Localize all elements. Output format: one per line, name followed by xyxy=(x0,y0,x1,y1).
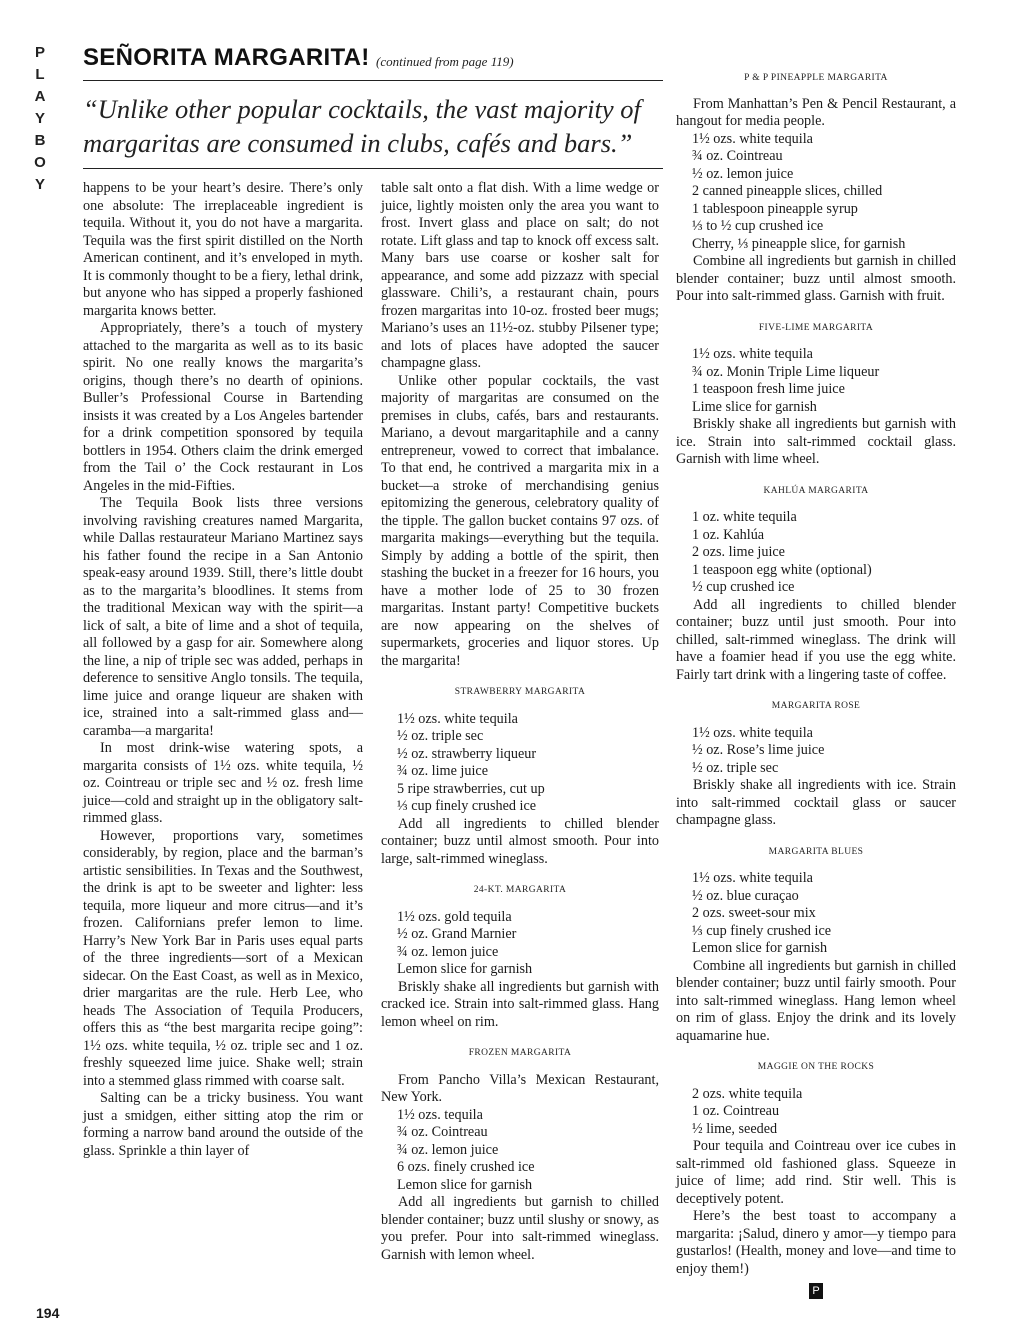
column-1 xyxy=(83,180,363,1160)
ingredient: 2 ozs. sweet-sour mix xyxy=(692,905,816,921)
recipe-title: MAGGIE ON THE ROCKS xyxy=(757,1062,875,1072)
ingredient: 1½ ozs. white tequila xyxy=(692,870,813,886)
ingredient: Lemon slice for garnish xyxy=(397,961,533,977)
ingredient: Lime slice for garnish xyxy=(692,398,817,415)
recipe-method: Add all ingredients but garnish to chilled blender container; buzz until slushy or snowy, as you prefer. Pour into salt-rimmed wineglass. Garnish with lemon wheel. xyxy=(381,1194,659,1263)
paragraph: In most drink-wise watering spots, a margarita consists of 1½ ozs. white tequila, ½ oz. Cointreau or triple sec and ½ oz. fresh lime juice—cold and straight up in the obligatory salt-rimmed glass. xyxy=(83,740,363,826)
spine-letter: Y xyxy=(34,176,45,193)
column-3 xyxy=(676,70,956,1300)
ingredient: ¾ oz. Cointreau xyxy=(692,148,783,164)
ingredient: ¾ oz. lime juice xyxy=(397,763,489,779)
recipe-title: FROZEN MARGARITA xyxy=(468,1048,572,1058)
closing-toast: Here’s the best toast to accompany a margarita: ¡Salud, dinero y amor—y tiempo para gustarlos! (Health, money and love—and time to enjoy them!) xyxy=(676,1208,956,1277)
column-2 xyxy=(381,180,659,1264)
ingredient: 2 canned pineapple slices, chilled xyxy=(692,183,883,199)
pull-quote-rule xyxy=(83,168,663,169)
spine-magazine-name xyxy=(30,42,50,196)
ingredient: 1 oz. Kahlúa xyxy=(692,526,765,543)
ingredient: 1½ ozs. white tequila xyxy=(692,346,813,362)
ingredient-list xyxy=(676,870,956,958)
ingredient: 5 ripe strawberries, cut up xyxy=(397,780,545,797)
recipe-method: Add all ingredients to chilled blender container; buzz until just smooth. Pour into chilled, salt-rimmed wineglass. The drink will have a foamier head if you use the egg white. Fairly tart drink with a lingering taste of coffee. xyxy=(676,596,956,683)
ingredient: 1 tablespoon pineapple syrup xyxy=(692,200,858,217)
recipe-method: Briskly shake all ingredients with ice. Strain into salt-rimmed cocktail glass or saucer champagne glass. xyxy=(676,777,956,828)
paragraph: However, proportions vary, sometimes considerably, by region, place and the barman’s artistic sensibilities. In Texas and the Southwest, the drink is apt to be sweeter and lighter: less tequila, more liqueur and more citrus—and it’s frozen. Californians prefer lemon to lime. Harry’s New York Bar in Paris uses equal parts of the three ingredients—sort of a Mexican sidecar. On the East Coast, as well as in Mexico, drier margaritas are the rule. Herb Lee, who heads The Association of Tequila Producers, offers this as “the best margarita recipe going”: 1½ ozs. white tequila, ½ oz. triple sec and 1 oz. freshly squeezed lime juice. Shake well; strain into a stemmed glass rimmed with coarse salt. xyxy=(83,827,363,1089)
ingredient: ½ oz. Rose’s lime juice xyxy=(692,742,825,758)
ingredient: ¾ oz. lemon juice xyxy=(397,1141,499,1158)
end-mark-icon: P xyxy=(809,1283,823,1299)
recipe-title: STRAWBERRY MARGARITA xyxy=(454,687,586,697)
ingredient: ½ oz. strawberry liqueur xyxy=(397,745,537,762)
page-number: 194 xyxy=(36,1305,60,1321)
recipe-title: P & P PINEAPPLE MARGARITA xyxy=(744,73,888,83)
ingredient: 1½ ozs. white tequila xyxy=(692,724,813,741)
recipe-title: 24-KT. MARGARITA xyxy=(473,885,567,895)
ingredient: 2 ozs. lime juice xyxy=(692,544,785,560)
ingredient: ½ cup crushed ice xyxy=(692,579,795,595)
pull-quote: “Unlike other popular cocktails, the vast majority of margaritas are consumed in clubs, cafés and bars.” xyxy=(83,94,641,158)
recipe-method: Briskly shake all ingredients but garnish with ice. Strain into salt-rimmed cocktail glass. Garnish with lime wheel. xyxy=(676,416,956,467)
ingredient: 1 teaspoon fresh lime juice xyxy=(692,381,845,397)
ingredient: ½ oz. lemon juice xyxy=(692,165,794,182)
ingredient: ½ oz. triple sec xyxy=(397,728,484,744)
ingredient: 1½ ozs. white tequila xyxy=(692,130,813,147)
recipe-title: FIVE-LIME MARGARITA xyxy=(758,322,874,333)
spine-letter: O xyxy=(34,154,46,171)
ingredient-list xyxy=(676,346,956,416)
ingredient: ¾ oz. Monin Triple Lime liqueur xyxy=(692,363,880,380)
paragraph: Salting can be a tricky business. You want just a smidgen, either sitting atop the rim or forming a narrow band around the outside of the glass. Sprinkle a thin layer of xyxy=(83,1090,363,1159)
ingredient-list xyxy=(676,1086,956,1139)
ingredient-list xyxy=(676,509,956,597)
ingredient: ⅓ cup finely crushed ice xyxy=(692,922,832,939)
paragraph: The Tequila Book lists three versions involving ravishing creatures named Margarita, while Dallas restaurateur Mariano Martinez says his father found the recipe in a San Antonio speak-easy around 1939. Still, there’s little doubt as to the margarita’s bloodlines. It stems from the traditional Mexican way with the spirit—a lick of salt, a bite of lime and a shot of tequila, all followed by a gasp for air. Somewhere along the line, a nip of triple sec was added, perhaps in deference to sensitive Anglo tonsils. The tequila, lime juice and orange liqueur are shaken with ice, strained into a salt-rimmed glass and—caramba—a margarita! xyxy=(83,495,363,739)
ingredient: ½ lime, seeded xyxy=(692,1120,778,1137)
ingredient: ⅓ to ½ cup crushed ice xyxy=(692,218,824,234)
recipe-method: Combine all ingredients but garnish in chilled blender container; buzz until almost smooth. Pour into salt-rimmed glass. Garnish with fruit. xyxy=(676,253,956,304)
ingredient: ¾ oz. lemon juice xyxy=(397,943,499,960)
ingredient: 1 oz. Cointreau xyxy=(692,1103,780,1119)
continued-note: (continued from page 119) xyxy=(376,54,514,69)
spine-letter: P xyxy=(34,44,45,61)
spine-letter: Y xyxy=(34,110,45,127)
spine-letter: B xyxy=(34,132,46,149)
article-title: SEÑORITA MARGARITA! xyxy=(83,44,370,71)
recipe-method: Combine all ingredients but garnish in chilled blender container; buzz until fairly smooth. Pour into salt-rimmed wineglass. Hang lemon wheel on rim of glass. Enjoy the drink and its lovely aquamarine hue. xyxy=(676,957,956,1044)
ingredient: ½ oz. Grand Marnier xyxy=(397,926,517,942)
ingredient: 1½ ozs. gold tequila xyxy=(397,908,512,925)
spine-letter: L xyxy=(35,66,45,83)
ingredient-list xyxy=(381,909,659,979)
recipe-method: Briskly shake all ingredients but garnish with cracked ice. Strain into salt-rimmed glass. Hang lemon wheel on rim. xyxy=(381,978,659,1030)
recipe-title: MARGARITA BLUES xyxy=(768,846,864,857)
ingredient: Lemon slice for garnish xyxy=(397,1176,533,1193)
recipe-method: Pour tequila and Cointreau over ice cubes in salt-rimmed old fashioned glass. Squeeze in juice of lime; add rind. Stir well. This is deceptively potent. xyxy=(676,1138,956,1207)
ingredient: ½ oz. blue curaçao xyxy=(692,887,799,904)
ingredient: 6 ozs. finely crushed ice xyxy=(397,1159,535,1175)
recipe-intro: From Manhattan’s Pen & Pencil Restaurant, a hangout for media people. xyxy=(676,95,956,129)
title-rule xyxy=(83,80,663,81)
ingredient: ⅓ cup finely crushed ice xyxy=(397,798,537,814)
ingredient: 1 teaspoon egg white (optional) xyxy=(692,561,872,578)
ingredient: 1½ ozs. white tequila xyxy=(397,710,518,727)
recipe-title: KAHLÚA MARGARITA xyxy=(763,485,869,496)
ingredient: 2 ozs. white tequila xyxy=(692,1085,803,1102)
ingredient: ¾ oz. Cointreau xyxy=(397,1124,488,1140)
ingredient: ½ oz. triple sec xyxy=(692,759,779,776)
ingredient: Lemon slice for garnish xyxy=(692,940,828,956)
ingredient-list xyxy=(381,1107,659,1195)
paragraph: table salt onto a flat dish. With a lime wedge or juice, lightly moisten only the area you want to frost. Invert glass and place on salt; do not rotate. Lift glass and tap to knock off excess salt. Many bars use coarse or kosher salt for appearance, and some add pizzazz with special glassware. Chili’s, a restaurant chain, pours frozen margaritas into 10-oz. frosted beer mugs; Mariano’s uses an 11½-oz. stubby Pilsener type; and lots of places have adopted the saucer champagne glass. xyxy=(381,180,659,371)
ingredient: 1½ ozs. tequila xyxy=(397,1106,483,1123)
recipe-intro: From Pancho Villa’s Mexican Restaurant, New York. xyxy=(381,1071,659,1105)
ingredient-list xyxy=(381,711,659,816)
end-mark-wrap xyxy=(676,1282,956,1300)
paragraph: happens to be your heart’s desire. There’s only one absolute: The irreplaceable ingredient is tequila. Without it, you do not have a margarita. Tequila was the first spirit distilled on the North American continent, and it’s enveloped in myth. It is commonly thought to be a fiery, lethal drink, but anyone who has sipped a properly fashioned margarita knows better. xyxy=(83,180,363,319)
ingredient-list xyxy=(676,725,956,778)
recipe-title: MARGARITA ROSE xyxy=(771,701,861,711)
ingredient: Cherry, ⅓ pineapple slice, for garnish xyxy=(692,235,906,252)
ingredient-list xyxy=(676,131,956,254)
paragraph: Appropriately, there’s a touch of mystery attached to the margarita as well as to its basic spirit. No one really knows the margarita’s origins, though there’s no dearth of opinions. Buller’s Professional Course in Bartending insists it was created by a Los Angeles bartender for a drink competition sponsored by tequila bottlers in 1954. Others claim the drink emerged from the Tail o’ the Cock restaurant in Los Angeles in the mid-Fifties. xyxy=(83,320,363,494)
ingredient: 1 oz. white tequila xyxy=(692,509,797,525)
recipe-method: Add all ingredients to chilled blender container; buzz until almost smooth. Pour into large, salt-rimmed wineglass. xyxy=(381,815,659,867)
spine-letter: A xyxy=(34,88,46,105)
paragraph: Unlike other popular cocktails, the vast majority of margaritas are consumed on the premises in clubs, cafés, bars and restaurants. Mariano, a devout margaritaphile and a canny entrepreneur, vowed to correct that imbalance. To that end, he contrived a margarita mix in a bucket—a stroke of merchandising genius epitomizing the generous, celebratory quality of the tipple. The gallon bucket contains 97 ozs. of margarita makings—everything but the tequila. Simply by adding a bottle of the spirit, then stashing the bucket in a freezer for 16 hours, you have a mother lode of 25 to 30 frozen margaritas. Instant party! Competitive buckets are now appearing on the shelves of supermarkets, groceries and liquor stores. Up the margarita! xyxy=(381,372,659,669)
